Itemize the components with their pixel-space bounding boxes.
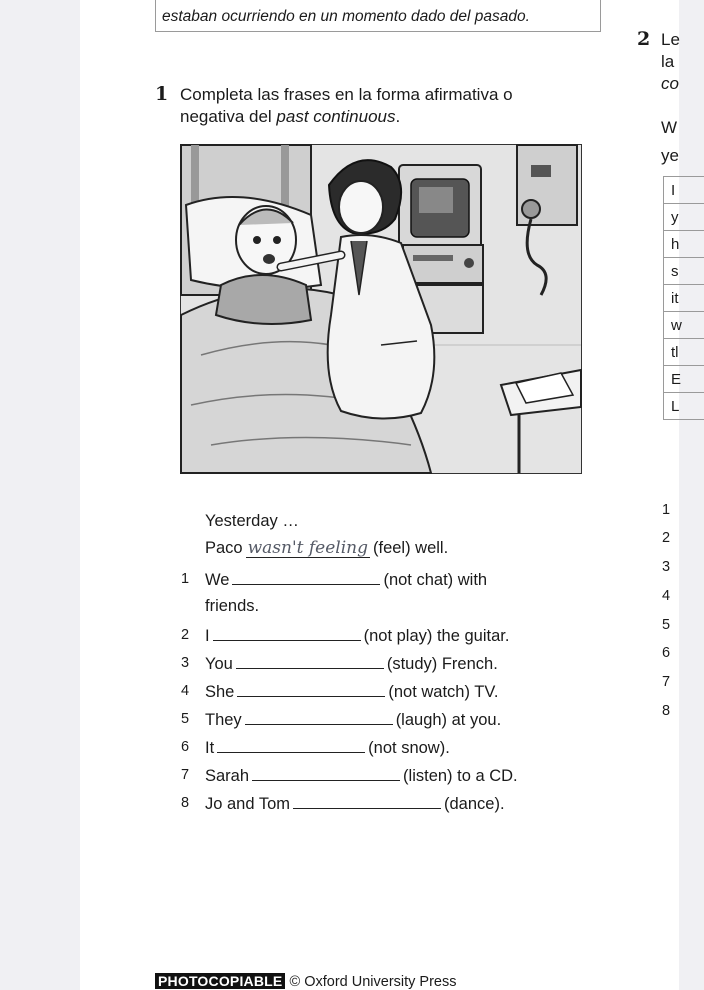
instruction-text: negativa del: [180, 107, 277, 126]
table-row: E: [664, 366, 704, 393]
exercise-2-sub-line-2: ye: [661, 146, 679, 165]
sentence-rest: (study) French.: [386, 655, 498, 673]
sentence-rest: (not play) the guitar.: [363, 627, 510, 645]
instruction-line-1: Completa las frases en la forma afirmativa o: [180, 85, 513, 104]
photocopiable-badge: PHOTOCOPIABLE: [155, 973, 285, 989]
exercise-2-instr-line-2: la: [661, 52, 675, 71]
intro-text: Yesterday …: [205, 512, 299, 530]
sentence-rest: (not chat) with: [383, 571, 488, 589]
sentence-subject: You: [205, 655, 233, 673]
instruction-italic: past continuous: [276, 107, 396, 126]
sentence-rest: (not snow).: [368, 739, 450, 757]
item-number-6: 6: [181, 739, 190, 755]
answer-blank-6[interactable]: [217, 735, 365, 753]
sentence-subject: Jo and Tom: [205, 795, 290, 813]
sentence-8: [205, 791, 505, 813]
instruction-period: .: [395, 107, 401, 126]
answer-blank-4[interactable]: [237, 679, 385, 697]
sentence-2: [205, 623, 509, 645]
sentence-rest: (dance).: [444, 795, 505, 813]
item-number-3: 3: [181, 655, 190, 671]
table-row: I: [664, 177, 704, 204]
item-number-2: 2: [181, 627, 190, 643]
example-sentence: [205, 537, 448, 559]
example-rest: (feel) well.: [373, 539, 449, 557]
ex2-number-1: 1: [662, 502, 671, 518]
answer-blank-3[interactable]: [236, 651, 384, 669]
sentence-7: [205, 763, 518, 785]
illustration-drawing: [181, 145, 581, 473]
exercise-2-sub-line-1: W: [661, 118, 678, 137]
sentence-subject: I: [205, 627, 210, 645]
sentence-6: [205, 735, 450, 757]
grammar-rule-text: estaban ocurriendo en un momento dado del pasado.: [162, 8, 530, 25]
answer-blank-1[interactable]: [232, 567, 380, 585]
sentence-5: [205, 707, 501, 729]
table-row: w: [664, 312, 704, 339]
sentence-subject: We: [205, 571, 230, 589]
copyright-text: © Oxford University Press: [289, 974, 457, 990]
answer-blank-2[interactable]: [213, 623, 361, 641]
ex2-number-3: 3: [662, 559, 671, 575]
table-row: s: [664, 258, 704, 285]
ex2-number-4: 4: [662, 588, 671, 604]
footer: [155, 973, 457, 990]
item-number-4: 4: [181, 683, 190, 699]
answer-blank-7[interactable]: [252, 763, 400, 781]
item-number-7: 7: [181, 767, 190, 783]
table-row: it: [664, 285, 704, 312]
ex2-number-5: 5: [662, 617, 671, 633]
ex2-number-8: 8: [662, 703, 671, 719]
sentence-rest: (listen) to a CD.: [403, 767, 518, 785]
instruction-line-2: [180, 106, 513, 128]
answer-blank-8[interactable]: [293, 791, 441, 809]
item-number-8: 8: [181, 795, 190, 811]
sentence-4: [205, 679, 498, 701]
item-number-1: 1: [181, 571, 190, 587]
sentence-subject: It: [205, 739, 215, 757]
table-row: h: [664, 231, 704, 258]
sentence-subject: Sarah: [205, 767, 250, 785]
sentence-subject: They: [205, 711, 242, 729]
exercise-2-instr-line-1: Le: [661, 30, 680, 49]
sentence-rest: (not watch) TV.: [388, 683, 499, 701]
sentence-3: [205, 651, 498, 673]
sentence-1: [205, 567, 487, 589]
exercise-2-number: 2: [637, 28, 651, 50]
item-number-5: 5: [181, 711, 190, 727]
exercise-1-instruction: [180, 84, 513, 128]
doctor-child-illustration: [180, 144, 582, 474]
sentence-rest: (laugh) at you.: [395, 711, 502, 729]
answer-blank-5[interactable]: [245, 707, 393, 725]
table-row: L: [664, 393, 704, 420]
table-row: y: [664, 204, 704, 231]
table-row: tl: [664, 339, 704, 366]
example-subject: Paco: [205, 539, 243, 557]
example-answer: wasn't feeling: [247, 538, 368, 558]
sentence-subject: She: [205, 683, 235, 701]
sentence-1-continuation: friends.: [205, 597, 260, 615]
exercise-1-number: 1: [155, 83, 169, 105]
ex2-number-7: 7: [662, 674, 671, 690]
ex2-number-2: 2: [662, 530, 671, 546]
exercise-2-table: [663, 176, 704, 420]
ex2-number-6: 6: [662, 645, 671, 661]
exercise-2-instr-line-3: co: [661, 74, 679, 93]
